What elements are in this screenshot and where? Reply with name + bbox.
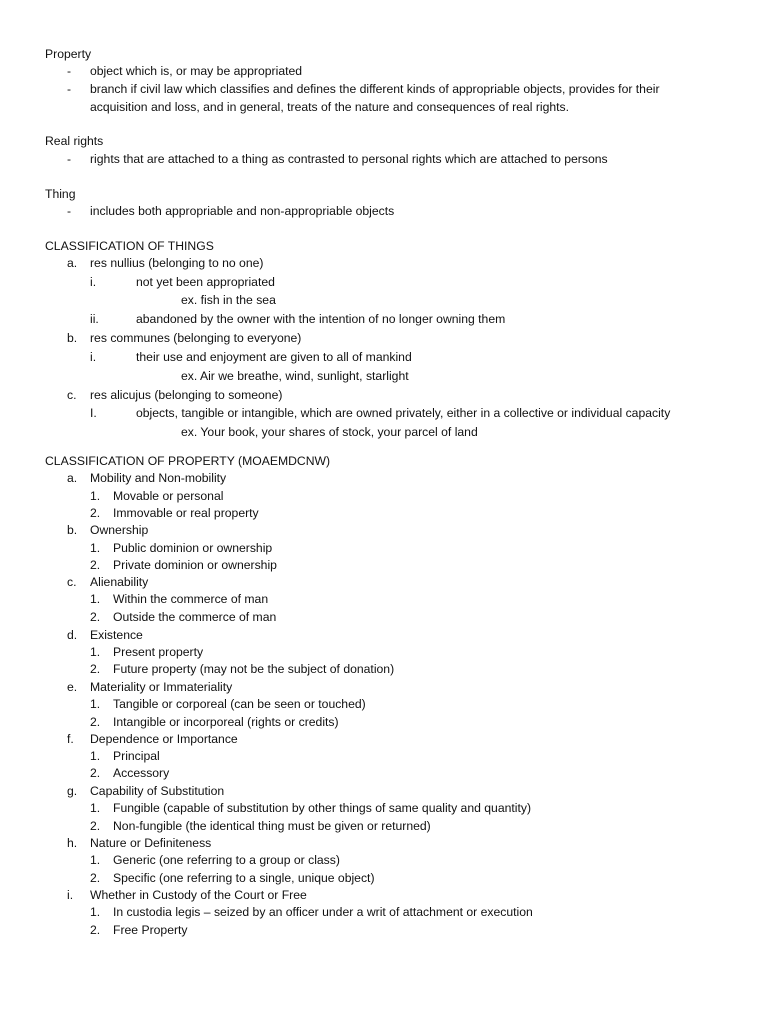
list-item: Nature or Definiteness	[90, 836, 212, 850]
sub-item: not yet been appropriated	[136, 275, 275, 289]
list-item: Alienability	[90, 575, 149, 589]
number-marker: 2.	[90, 871, 101, 885]
list-marker: e.	[67, 680, 78, 694]
number-marker: 1.	[90, 489, 101, 503]
number-marker: 1.	[90, 853, 101, 867]
sub-item: Public dominion or ownership	[113, 541, 273, 555]
list-item: Mobility and Non-mobility	[90, 471, 227, 485]
classification-of-property-heading: CLASSIFICATION OF PROPERTY (MOAEMDCNW)	[45, 454, 331, 468]
list-item: Ownership	[90, 523, 149, 537]
list-marker: c.	[67, 388, 77, 402]
property-bullet: object which is, or may be appropriated	[90, 64, 303, 78]
list-marker: f.	[67, 732, 74, 746]
sub-item: Principal	[113, 749, 160, 763]
sub-item: Free Property	[113, 923, 188, 937]
number-marker: 2.	[90, 766, 101, 780]
list-marker: g.	[67, 784, 78, 798]
bullet-marker: -	[67, 152, 72, 166]
list-item: Dependence or Importance	[90, 732, 238, 746]
sub-item: Tangible or corporeal (can be seen or touched)	[113, 697, 366, 711]
list-item: res nullius (belonging to no one)	[90, 256, 264, 270]
roman-marker: I.	[90, 406, 97, 420]
property-bullet-continuation: acquisition and loss, and in general, treats of the nature and consequences of real rights.	[90, 100, 570, 114]
number-marker: 1.	[90, 801, 101, 815]
sub-item: In custodia legis – seized by an officer under a writ of attachment or execution	[113, 905, 533, 919]
thing-heading: Thing	[45, 187, 76, 201]
number-marker: 1.	[90, 749, 101, 763]
number-marker: 2.	[90, 506, 101, 520]
number-marker: 2.	[90, 715, 101, 729]
sub-item: Intangible or incorporeal (rights or credits)	[113, 715, 339, 729]
list-item: Whether in Custody of the Court or Free	[90, 888, 307, 902]
list-item: Capability of Substitution	[90, 784, 225, 798]
list-item: res communes (belonging to everyone)	[90, 331, 302, 345]
sub-item: Specific (one referring to a single, unique object)	[113, 871, 375, 885]
property-heading: Property	[45, 47, 92, 61]
list-marker: d.	[67, 628, 78, 642]
sub-item: abandoned by the owner with the intention of no longer owning them	[136, 312, 506, 326]
number-marker: 2.	[90, 662, 101, 676]
number-marker: 1.	[90, 697, 101, 711]
example-text: ex. fish in the sea	[181, 293, 276, 307]
number-marker: 1.	[90, 592, 101, 606]
sub-item: their use and enjoyment are given to all of mankind	[136, 350, 412, 364]
property-bullet: branch if civil law which classifies and defines the different kinds of appropriable objects, provides for their	[90, 82, 660, 96]
list-marker: a.	[67, 256, 78, 270]
list-marker: b.	[67, 331, 78, 345]
number-marker: 2.	[90, 610, 101, 624]
thing-bullet: includes both appropriable and non-appropriable objects	[90, 204, 395, 218]
sub-item: Fungible (capable of substitution by other things of same quality and quantity)	[113, 801, 532, 815]
bullet-marker: -	[67, 64, 72, 78]
sub-item: Movable or personal	[113, 489, 224, 503]
list-marker: a.	[67, 471, 78, 485]
number-marker: 1.	[90, 905, 101, 919]
roman-marker: i.	[90, 350, 97, 364]
number-marker: 2.	[90, 819, 101, 833]
list-item: res alicujus (belonging to someone)	[90, 388, 283, 402]
sub-item: Within the commerce of man	[113, 592, 269, 606]
number-marker: 2.	[90, 923, 101, 937]
roman-marker: i.	[90, 275, 97, 289]
list-item: Existence	[90, 628, 143, 642]
bullet-marker: -	[67, 82, 72, 96]
example-text: ex. Your book, your shares of stock, your parcel of land	[181, 425, 478, 439]
sub-item: Accessory	[113, 766, 170, 780]
real-rights-bullet: rights that are attached to a thing as contrasted to personal rights which are attached to persons	[90, 152, 608, 166]
list-marker: h.	[67, 836, 78, 850]
sub-item: Private dominion or ownership	[113, 558, 277, 572]
bullet-marker: -	[67, 204, 72, 218]
sub-item: Outside the commerce of man	[113, 610, 277, 624]
classification-of-things-heading: CLASSIFICATION OF THINGS	[45, 239, 214, 253]
number-marker: 2.	[90, 558, 101, 572]
example-text: ex. Air we breathe, wind, sunlight, starlight	[181, 369, 409, 383]
roman-marker: ii.	[90, 312, 99, 326]
real-rights-heading: Real rights	[45, 134, 104, 148]
list-marker: c.	[67, 575, 77, 589]
sub-item: Immovable or real property	[113, 506, 259, 520]
number-marker: 1.	[90, 541, 101, 555]
sub-item: Generic (one referring to a group or class)	[113, 853, 340, 867]
sub-item: Present property	[113, 645, 204, 659]
number-marker: 1.	[90, 645, 101, 659]
list-item: Materiality or Immateriality	[90, 680, 233, 694]
sub-item: objects, tangible or intangible, which are owned privately, either in a collective or individual capacity	[136, 406, 671, 420]
list-marker: b.	[67, 523, 78, 537]
list-marker: i.	[67, 888, 74, 902]
sub-item: Non-fungible (the identical thing must be given or returned)	[113, 819, 431, 833]
sub-item: Future property (may not be the subject of donation)	[113, 662, 395, 676]
